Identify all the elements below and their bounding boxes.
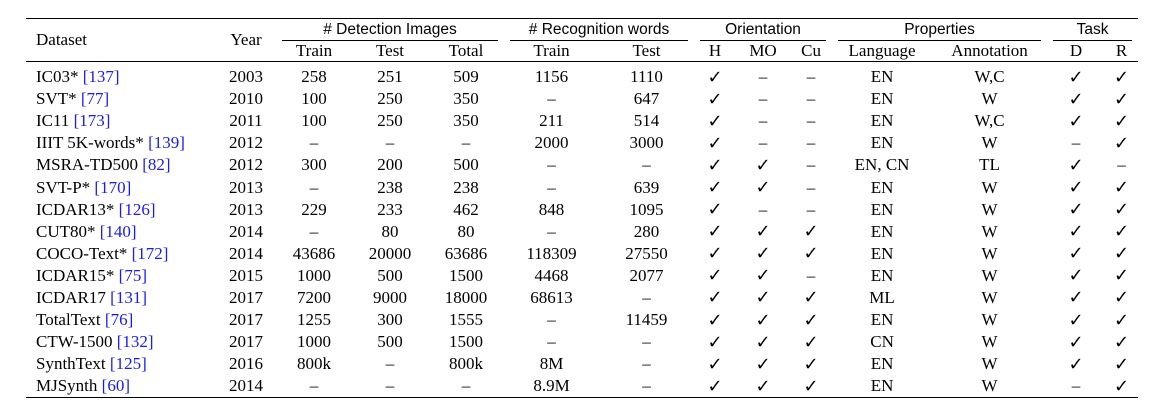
cu-cell: –: [806, 177, 816, 197]
annotation-cell: W: [981, 133, 998, 153]
det-train-cell: 800k: [297, 354, 331, 374]
r-cell: –: [1117, 155, 1126, 175]
dataset-name-cell: [26, 88, 216, 110]
citation-link[interactable]: [125]: [109, 354, 147, 374]
rec-test-cell: 1095: [629, 199, 664, 219]
det-train-cell: 1000: [297, 265, 331, 285]
rec-train-cell: 68613: [530, 287, 573, 307]
d-cell: ✓: [1068, 243, 1084, 265]
year-cell: 2012: [229, 155, 263, 175]
header-task: Task: [1047, 19, 1138, 42]
rec-train-cell: 2000: [534, 133, 569, 153]
dataset-name-cell: [26, 66, 216, 88]
datasets-table: [26, 18, 1138, 398]
mo-cell: ✓: [755, 331, 771, 353]
d-cell: ✓: [1068, 353, 1084, 375]
citation-link[interactable]: [173]: [73, 111, 111, 131]
det-train-cell: –: [309, 221, 319, 241]
cu-cell: –: [806, 89, 816, 109]
dataset-name: MJSynth: [36, 376, 98, 396]
h-cell: ✓: [707, 154, 723, 176]
cu-cell: ✓: [803, 309, 819, 331]
year-cell: 2014: [229, 221, 263, 241]
det-train-cell: –: [309, 133, 319, 153]
annotation-cell: W: [981, 199, 998, 219]
rec-train-cell: 8M: [539, 354, 564, 374]
det-test-cell: 80: [381, 221, 399, 241]
annotation-cell: W,C: [974, 67, 1005, 87]
rec-test-cell: 27550: [625, 243, 668, 263]
table-row: [26, 66, 1138, 88]
d-cell: ✓: [1068, 265, 1084, 287]
table-row: [26, 199, 1138, 221]
rec-test-cell: –: [642, 287, 651, 307]
rec-test-cell: 280: [633, 221, 660, 241]
rec-test-cell: –: [642, 332, 651, 352]
d-cell: ✓: [1068, 88, 1084, 110]
dataset-name-cell: [26, 132, 216, 154]
table-row: [26, 221, 1138, 243]
header-recognition-words: # Recognition words: [504, 19, 694, 42]
r-cell: ✓: [1114, 66, 1130, 88]
mo-cell: ✓: [755, 309, 771, 331]
d-cell: ✓: [1068, 110, 1084, 132]
det-train-cell: –: [309, 177, 319, 197]
table-row: [26, 154, 1138, 176]
rec-test-cell: 514: [633, 111, 660, 131]
dataset-name-cell: [26, 287, 216, 309]
rec-train-cell: 1156: [534, 67, 569, 87]
dataset-name-cell: [26, 331, 216, 353]
cu-cell: –: [806, 67, 816, 87]
table-body: [26, 62, 1138, 398]
year-cell: 2013: [229, 177, 263, 197]
language-cell: EN: [870, 89, 894, 109]
mo-cell: –: [758, 111, 768, 131]
cu-cell: ✓: [803, 243, 819, 265]
rec-train-cell: 848: [538, 199, 565, 219]
h-cell: ✓: [707, 110, 723, 132]
rec-train-cell: 8.9M: [533, 376, 570, 396]
header-orientation: Orientation: [694, 19, 832, 42]
rec-train-cell: –: [547, 89, 556, 109]
h-cell: ✓: [707, 331, 723, 353]
dataset-name-cell: [26, 154, 216, 176]
language-cell: EN: [870, 354, 894, 374]
header-cu: Cu: [801, 41, 821, 60]
header-det-test: Test: [375, 41, 405, 60]
d-cell: ✓: [1068, 154, 1084, 176]
det-test-cell: 250: [377, 89, 403, 109]
mo-cell: ✓: [755, 353, 771, 375]
annotation-cell: W: [981, 89, 998, 109]
language-cell: EN: [870, 67, 894, 87]
language-cell: EN: [870, 133, 894, 153]
table-row: [26, 243, 1138, 265]
dataset-name-cell: [26, 221, 216, 243]
det-test-cell: 233: [377, 199, 403, 219]
h-cell: ✓: [707, 66, 723, 88]
rec-test-cell: –: [642, 376, 651, 396]
mo-cell: ✓: [755, 287, 771, 309]
language-cell: EN: [870, 111, 894, 131]
h-cell: ✓: [707, 287, 723, 309]
header-mo: MO: [749, 41, 777, 60]
rec-test-cell: 3000: [629, 133, 664, 153]
citation-link[interactable]: [139]: [148, 133, 185, 153]
rec-train-cell: –: [547, 221, 556, 241]
dataset-name-cell: [26, 265, 216, 287]
rec-test-cell: 2077: [629, 265, 664, 285]
annotation-cell: W: [981, 310, 998, 330]
det-train-cell: 258: [301, 67, 327, 87]
det-total-cell: 18000: [444, 287, 488, 307]
det-total-cell: 1500: [449, 332, 483, 352]
table-row: [26, 287, 1138, 309]
det-train-cell: 100: [301, 111, 327, 131]
dataset-name: IIIT 5K-words*: [36, 133, 144, 153]
h-cell: ✓: [707, 243, 723, 265]
dataset-name-cell: [26, 375, 216, 398]
r-cell: ✓: [1114, 110, 1130, 132]
header-rec-train: Train: [533, 41, 570, 60]
d-cell: ✓: [1068, 66, 1084, 88]
det-test-cell: 300: [377, 310, 403, 330]
citation-link[interactable]: [126]: [118, 199, 156, 219]
dataset-name-cell: [26, 176, 216, 198]
header-language: Language: [848, 41, 916, 60]
cu-cell: –: [806, 133, 816, 153]
rec-test-cell: 647: [633, 89, 660, 109]
annotation-cell: W: [981, 265, 998, 285]
annotation-cell: W: [981, 177, 998, 197]
mo-cell: ✓: [755, 265, 771, 287]
header-det-train: Train: [295, 41, 333, 60]
d-cell: ✓: [1068, 287, 1084, 309]
citation-link[interactable]: [75]: [118, 265, 147, 285]
det-total-cell: 63686: [444, 243, 488, 263]
citation-link[interactable]: [140]: [99, 221, 137, 241]
citation-link[interactable]: [172]: [131, 243, 169, 263]
cu-cell: –: [806, 155, 816, 175]
cu-cell: ✓: [803, 353, 819, 375]
mo-cell: –: [758, 133, 768, 153]
h-cell: ✓: [707, 265, 723, 287]
dataset-name-cell: [26, 243, 216, 265]
cu-cell: ✓: [803, 375, 819, 397]
cu-cell: ✓: [803, 331, 819, 353]
header-detection-images: # Detection Images: [276, 19, 504, 42]
r-cell: ✓: [1114, 177, 1130, 199]
det-train-cell: 1000: [297, 332, 331, 352]
header-annotation: Annotation: [951, 41, 1028, 60]
r-cell: ✓: [1114, 309, 1130, 331]
mo-cell: ✓: [755, 243, 771, 265]
header-det-total: Total: [448, 41, 484, 60]
year-cell: 2014: [229, 243, 263, 263]
mo-cell: –: [758, 199, 768, 219]
cu-cell: ✓: [803, 221, 819, 243]
det-total-cell: 350: [453, 111, 479, 131]
rec-test-cell: –: [642, 354, 651, 374]
dataset-name: ICDAR17: [36, 287, 106, 307]
year-cell: 2003: [229, 67, 263, 87]
mo-cell: ✓: [755, 154, 771, 176]
language-cell: EN: [870, 221, 894, 241]
annotation-cell: TL: [979, 155, 1000, 175]
year-cell: 2017: [229, 332, 263, 352]
rec-train-cell: 4468: [534, 265, 569, 285]
mo-cell: ✓: [755, 177, 771, 199]
det-test-cell: –: [385, 354, 395, 374]
table-row: [26, 353, 1138, 375]
r-cell: ✓: [1114, 221, 1130, 243]
table-row: [26, 176, 1138, 198]
dataset-name: IC11: [36, 111, 70, 131]
dataset-name: MSRA-TD500: [36, 155, 139, 175]
rec-train-cell: –: [547, 177, 556, 197]
dataset-name: SynthText: [36, 354, 106, 374]
citation-link[interactable]: [76]: [104, 310, 134, 330]
dataset-name: ICDAR15*: [36, 265, 115, 285]
det-train-cell: –: [309, 376, 319, 396]
year-cell: 2010: [229, 89, 263, 109]
det-total-cell: 500: [453, 155, 479, 175]
citation-link[interactable]: [131]: [110, 287, 147, 307]
det-test-cell: 250: [377, 111, 403, 131]
rec-train-cell: –: [547, 332, 556, 352]
h-cell: ✓: [707, 309, 723, 331]
header-r: R: [1115, 41, 1128, 60]
annotation-cell: W: [981, 243, 998, 263]
det-test-cell: 20000: [368, 243, 412, 263]
cu-cell: ✓: [803, 287, 819, 309]
dataset-name: CTW-1500: [36, 332, 113, 352]
h-cell: ✓: [707, 199, 723, 221]
table-row: [26, 265, 1138, 287]
year-cell: 2013: [229, 199, 263, 219]
language-cell: EN: [870, 199, 894, 219]
det-total-cell: 462: [453, 199, 479, 219]
det-total-cell: 1555: [449, 310, 483, 330]
dataset-name-cell: [26, 110, 216, 132]
annotation-cell: W: [981, 354, 998, 374]
annotation-cell: W: [981, 332, 998, 352]
table-row: [26, 88, 1138, 110]
r-cell: ✓: [1114, 287, 1130, 309]
citation-link[interactable]: [77]: [80, 89, 110, 109]
year-cell: 2014: [229, 376, 263, 396]
det-test-cell: 500: [377, 265, 403, 285]
det-train-cell: 300: [301, 155, 327, 175]
rec-train-cell: –: [547, 155, 556, 175]
r-cell: ✓: [1114, 375, 1130, 397]
r-cell: ✓: [1114, 88, 1130, 110]
det-test-cell: –: [385, 376, 395, 396]
dataset-name: COCO-Text*: [36, 243, 128, 263]
annotation-cell: W: [981, 221, 998, 241]
det-train-cell: 1255: [297, 310, 331, 330]
table-row: [26, 331, 1138, 353]
d-cell: ✓: [1068, 199, 1084, 221]
header-rec-test: Test: [632, 41, 661, 60]
rec-train-cell: –: [547, 310, 556, 330]
language-cell: EN: [870, 177, 894, 197]
header-dataset: Dataset: [36, 30, 87, 49]
det-total-cell: 509: [453, 67, 479, 87]
year-cell: 2017: [229, 310, 263, 330]
dataset-name-cell: [26, 353, 216, 375]
citation-link[interactable]: [60]: [101, 376, 130, 396]
det-total-cell: 1500: [449, 265, 483, 285]
det-total-cell: –: [461, 133, 471, 153]
language-cell: EN: [870, 243, 894, 263]
year-cell: 2017: [229, 287, 263, 307]
table-row: [26, 110, 1138, 132]
language-cell: EN: [870, 310, 894, 330]
r-cell: ✓: [1114, 265, 1130, 287]
language-cell: EN: [870, 376, 894, 396]
dataset-name: IC03*: [36, 67, 79, 87]
d-cell: ✓: [1068, 177, 1084, 199]
r-cell: ✓: [1114, 353, 1130, 375]
year-cell: 2012: [229, 133, 263, 153]
det-train-cell: 229: [301, 199, 327, 219]
mo-cell: –: [758, 89, 768, 109]
annotation-cell: W,C: [974, 111, 1005, 131]
h-cell: ✓: [707, 353, 723, 375]
rec-test-cell: –: [642, 155, 651, 175]
det-test-cell: –: [385, 133, 395, 153]
language-cell: ML: [869, 287, 895, 307]
year-cell: 2016: [229, 354, 263, 374]
language-cell: EN: [870, 265, 894, 285]
rec-train-cell: 211: [539, 111, 564, 131]
citation-link[interactable]: [82]: [142, 155, 171, 175]
language-cell: CN: [870, 332, 894, 352]
det-train-cell: 43686: [292, 243, 336, 263]
table-row: [26, 132, 1138, 154]
det-train-cell: 7200: [297, 287, 331, 307]
d-cell: ✓: [1068, 331, 1084, 353]
rec-test-cell: 1110: [630, 67, 663, 87]
table-row: [26, 309, 1138, 331]
dataset-name: ICDAR13*: [36, 199, 115, 219]
det-test-cell: 500: [377, 332, 403, 352]
h-cell: ✓: [707, 177, 723, 199]
dataset-name-cell: [26, 309, 216, 331]
header-d: D: [1069, 41, 1083, 60]
det-test-cell: 238: [377, 177, 403, 197]
citation-link[interactable]: [132]: [116, 332, 154, 352]
r-cell: ✓: [1114, 331, 1130, 353]
det-test-cell: 200: [377, 155, 403, 175]
r-cell: ✓: [1114, 132, 1130, 154]
cu-cell: –: [806, 111, 816, 131]
det-total-cell: 800k: [449, 354, 483, 374]
header-h: H: [708, 41, 722, 60]
r-cell: ✓: [1114, 243, 1130, 265]
rec-test-cell: 639: [633, 177, 660, 197]
rec-train-cell: 118309: [526, 243, 577, 263]
d-cell: ✓: [1068, 221, 1084, 243]
language-cell: EN, CN: [854, 155, 910, 175]
r-cell: ✓: [1114, 199, 1130, 221]
dataset-name: SVT*: [36, 89, 77, 109]
mo-cell: ✓: [755, 221, 771, 243]
det-total-cell: –: [461, 376, 471, 396]
d-cell: ✓: [1068, 309, 1084, 331]
year-cell: 2011: [229, 111, 263, 131]
cu-cell: –: [806, 199, 816, 219]
h-cell: ✓: [707, 221, 723, 243]
dataset-name-cell: [26, 199, 216, 221]
d-cell: –: [1071, 376, 1081, 396]
mo-cell: ✓: [755, 375, 771, 397]
d-cell: –: [1071, 133, 1081, 153]
det-total-cell: 80: [457, 221, 475, 241]
rec-test-cell: 11459: [625, 310, 668, 330]
annotation-cell: W: [981, 287, 998, 307]
year-cell: 2015: [229, 265, 263, 285]
annotation-cell: W: [981, 376, 998, 396]
header-properties: Properties: [832, 19, 1047, 42]
det-train-cell: 100: [301, 89, 327, 109]
det-total-cell: 238: [453, 177, 479, 197]
det-total-cell: 350: [453, 89, 479, 109]
dataset-name: CUT80*: [36, 221, 96, 241]
det-test-cell: 251: [377, 67, 403, 87]
h-cell: ✓: [707, 132, 723, 154]
table-row: [26, 375, 1138, 398]
h-cell: ✓: [707, 375, 723, 397]
header-year: Year: [230, 30, 262, 49]
cu-cell: –: [806, 265, 816, 285]
mo-cell: –: [758, 67, 768, 87]
dataset-name: SVT-P*: [36, 177, 91, 197]
citation-link[interactable]: [170]: [94, 177, 132, 197]
dataset-name: TotalText: [36, 310, 101, 330]
h-cell: ✓: [707, 88, 723, 110]
det-test-cell: 9000: [373, 287, 407, 307]
citation-link[interactable]: [137]: [82, 67, 120, 87]
